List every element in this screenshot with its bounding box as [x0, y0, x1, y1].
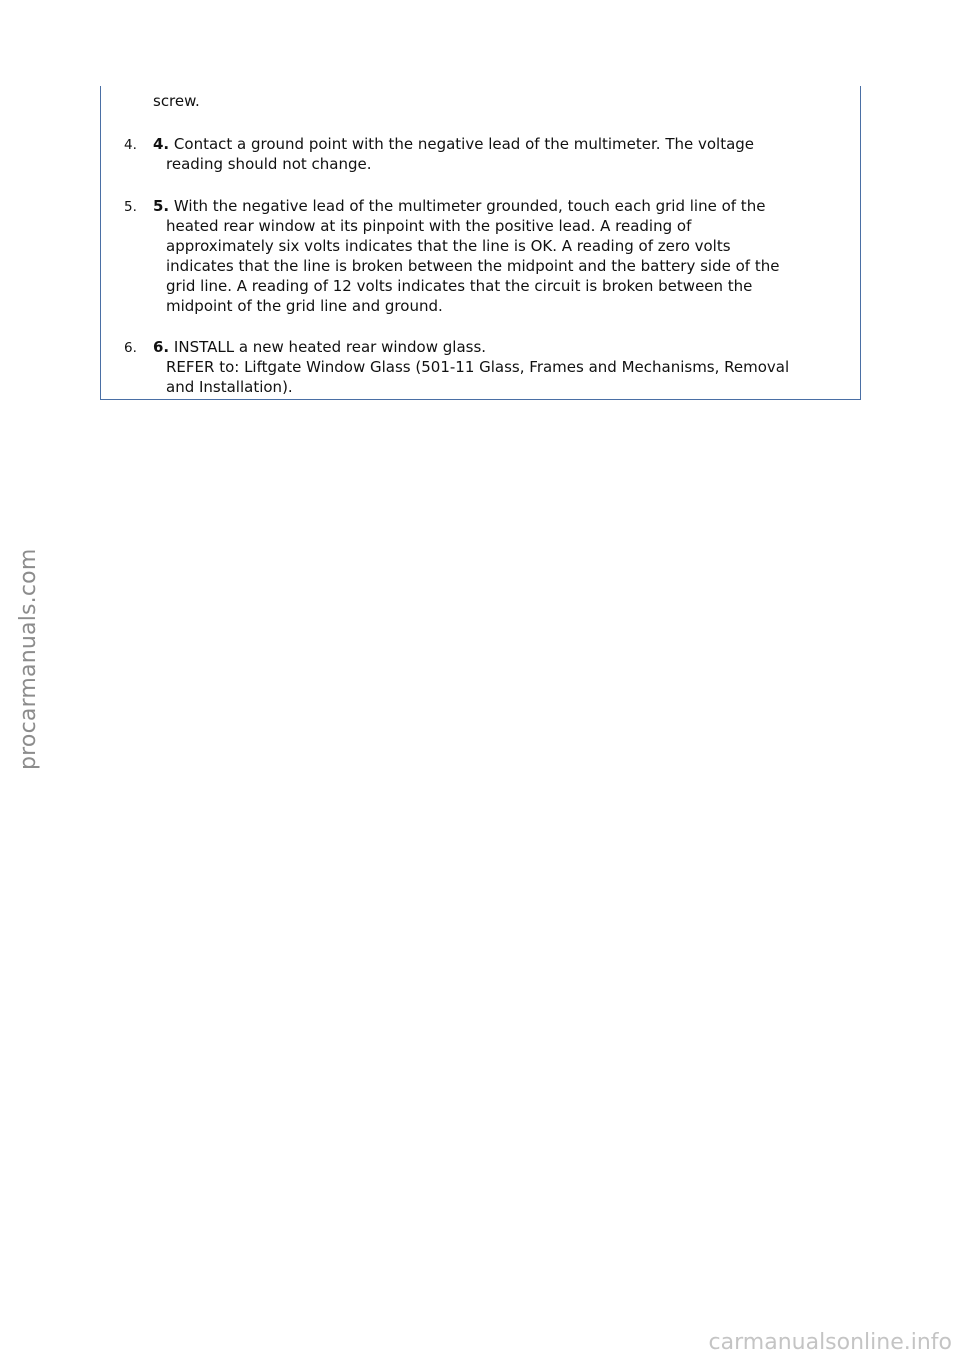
- step-bold-number: 5.: [153, 197, 170, 215]
- step-line: With the negative lead of the multimeter grounded, touch each grid line of the: [173, 197, 766, 215]
- step-line: approximately six volts indicates that the line is OK. A reading of zero volts: [166, 237, 731, 255]
- step-text: [153, 134, 853, 174]
- continued-text: screw.: [153, 92, 200, 110]
- step-line: indicates that the line is broken between the midpoint and the battery side of the: [166, 257, 780, 275]
- step-line: reading should not change.: [166, 155, 372, 173]
- step-line: REFER to: Liftgate Window Glass (501-11 Glass, Frames and Mechanisms, Removal: [166, 358, 790, 376]
- step-line: heated rear window at its pinpoint with the positive lead. A reading of: [166, 217, 692, 235]
- step-number: 5.: [124, 199, 137, 215]
- step-line: midpoint of the grid line and ground.: [166, 297, 443, 315]
- step-line: INSTALL a new heated rear window glass.: [173, 338, 487, 356]
- step-number: 4.: [124, 137, 137, 153]
- step-line: grid line. A reading of 12 volts indicates that the circuit is broken between the: [166, 277, 753, 295]
- step-bold-number: 6.: [153, 338, 170, 356]
- step-line: Contact a ground point with the negative lead of the multimeter. The voltage: [173, 135, 755, 153]
- step-line: and Installation).: [166, 378, 293, 396]
- step-bold-number: 4.: [153, 135, 170, 153]
- footer-watermark: carmanualsonline.info: [708, 1330, 952, 1355]
- side-watermark: procarmanuals.com: [16, 548, 41, 770]
- step-text: [153, 196, 853, 316]
- procedure-steps-box: [100, 86, 861, 400]
- step-text: [153, 337, 853, 397]
- step-number: 6.: [124, 340, 137, 356]
